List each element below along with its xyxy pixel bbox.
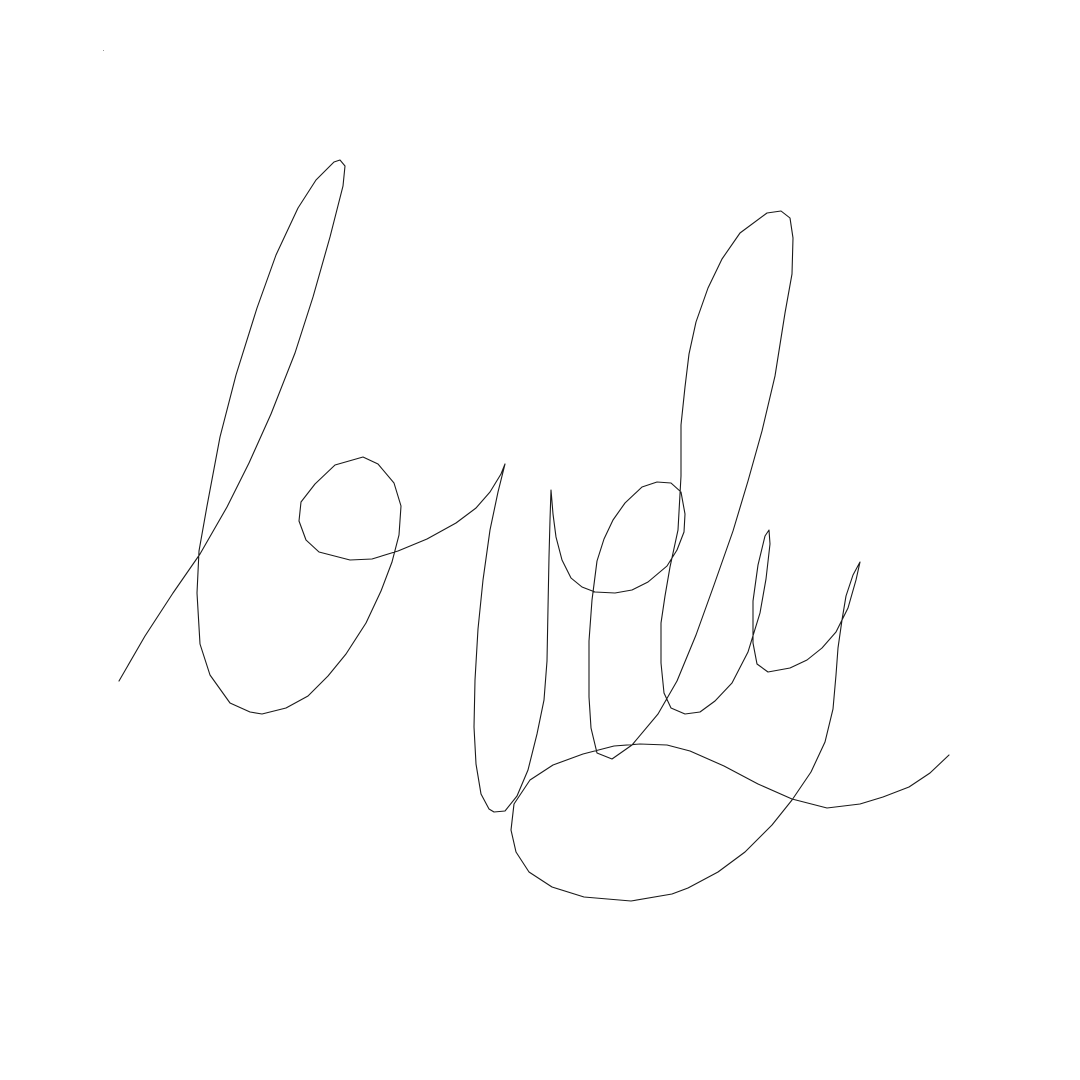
handwritten-word-lovely <box>119 160 949 901</box>
